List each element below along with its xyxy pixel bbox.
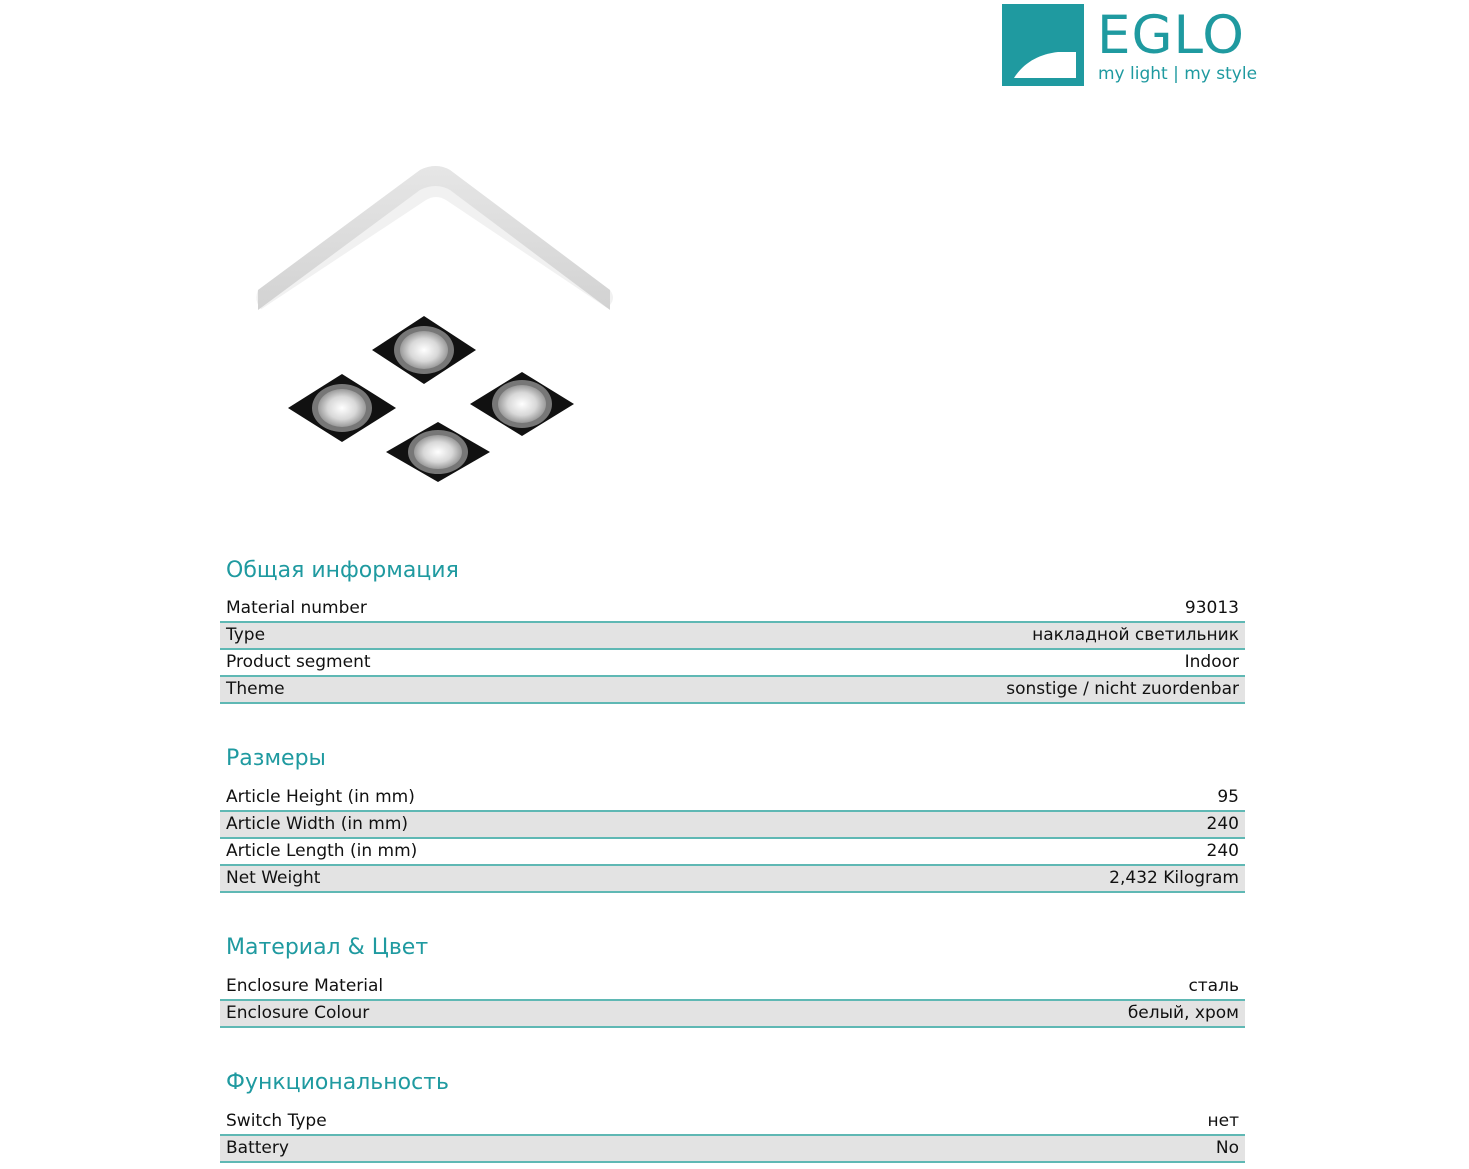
table-row: [220, 812, 1245, 839]
table-row: [220, 596, 1245, 623]
row-value: 93013: [1184, 598, 1239, 618]
section-title-material: Материал & Цвет: [226, 935, 429, 960]
table-row: [220, 1001, 1245, 1028]
eglo-logo: [1002, 4, 1258, 88]
section-title-dimensions: Размеры: [226, 746, 326, 771]
row-value: сталь: [1188, 976, 1239, 996]
table-row: [220, 974, 1245, 1001]
row-label: Theme: [226, 679, 285, 699]
row-label: Article Height (in mm): [226, 787, 415, 807]
row-label: Product segment: [226, 652, 371, 672]
row-label: Material number: [226, 598, 367, 618]
row-value: Indoor: [1184, 652, 1239, 672]
row-value: накладной светильник: [1032, 625, 1239, 645]
section-title-functionality: Функциональность: [226, 1070, 449, 1095]
table-row: [220, 785, 1245, 812]
row-value: белый, хром: [1127, 1003, 1239, 1023]
row-label: Enclosure Material: [226, 976, 384, 996]
product-image: [250, 160, 622, 490]
row-value: 95: [1217, 787, 1239, 807]
brand-tagline: my light | my style: [1098, 64, 1258, 84]
eglo-logo-mark-icon: [1002, 4, 1084, 86]
table-functionality: [220, 1109, 1245, 1163]
row-value: 240: [1206, 841, 1239, 861]
row-label: Article Length (in mm): [226, 841, 418, 861]
row-value: нет: [1207, 1111, 1239, 1131]
row-label: Net Weight: [226, 868, 321, 888]
table-material: [220, 974, 1245, 1028]
row-value: No: [1215, 1138, 1239, 1158]
table-row: [220, 1136, 1245, 1163]
row-label: Type: [226, 625, 266, 645]
row-label: Switch Type: [226, 1111, 327, 1131]
section-title-general: Общая информация: [226, 558, 459, 583]
row-label: Article Width (in mm): [226, 814, 409, 834]
row-value: 2,432 Kilogram: [1109, 868, 1239, 888]
table-dimensions: [220, 785, 1245, 893]
table-row: [220, 677, 1245, 704]
row-value: 240: [1206, 814, 1239, 834]
table-row: [220, 623, 1245, 650]
brand-name: EGLO: [1097, 5, 1245, 66]
table-row: [220, 866, 1245, 893]
table-row: [220, 650, 1245, 677]
table-row: [220, 839, 1245, 866]
row-label: Enclosure Colour: [226, 1003, 370, 1023]
row-value: sonstige / nicht zuordenbar: [1006, 679, 1239, 699]
row-label: Battery: [226, 1138, 289, 1158]
table-general: [220, 596, 1245, 704]
table-row: [220, 1109, 1245, 1136]
